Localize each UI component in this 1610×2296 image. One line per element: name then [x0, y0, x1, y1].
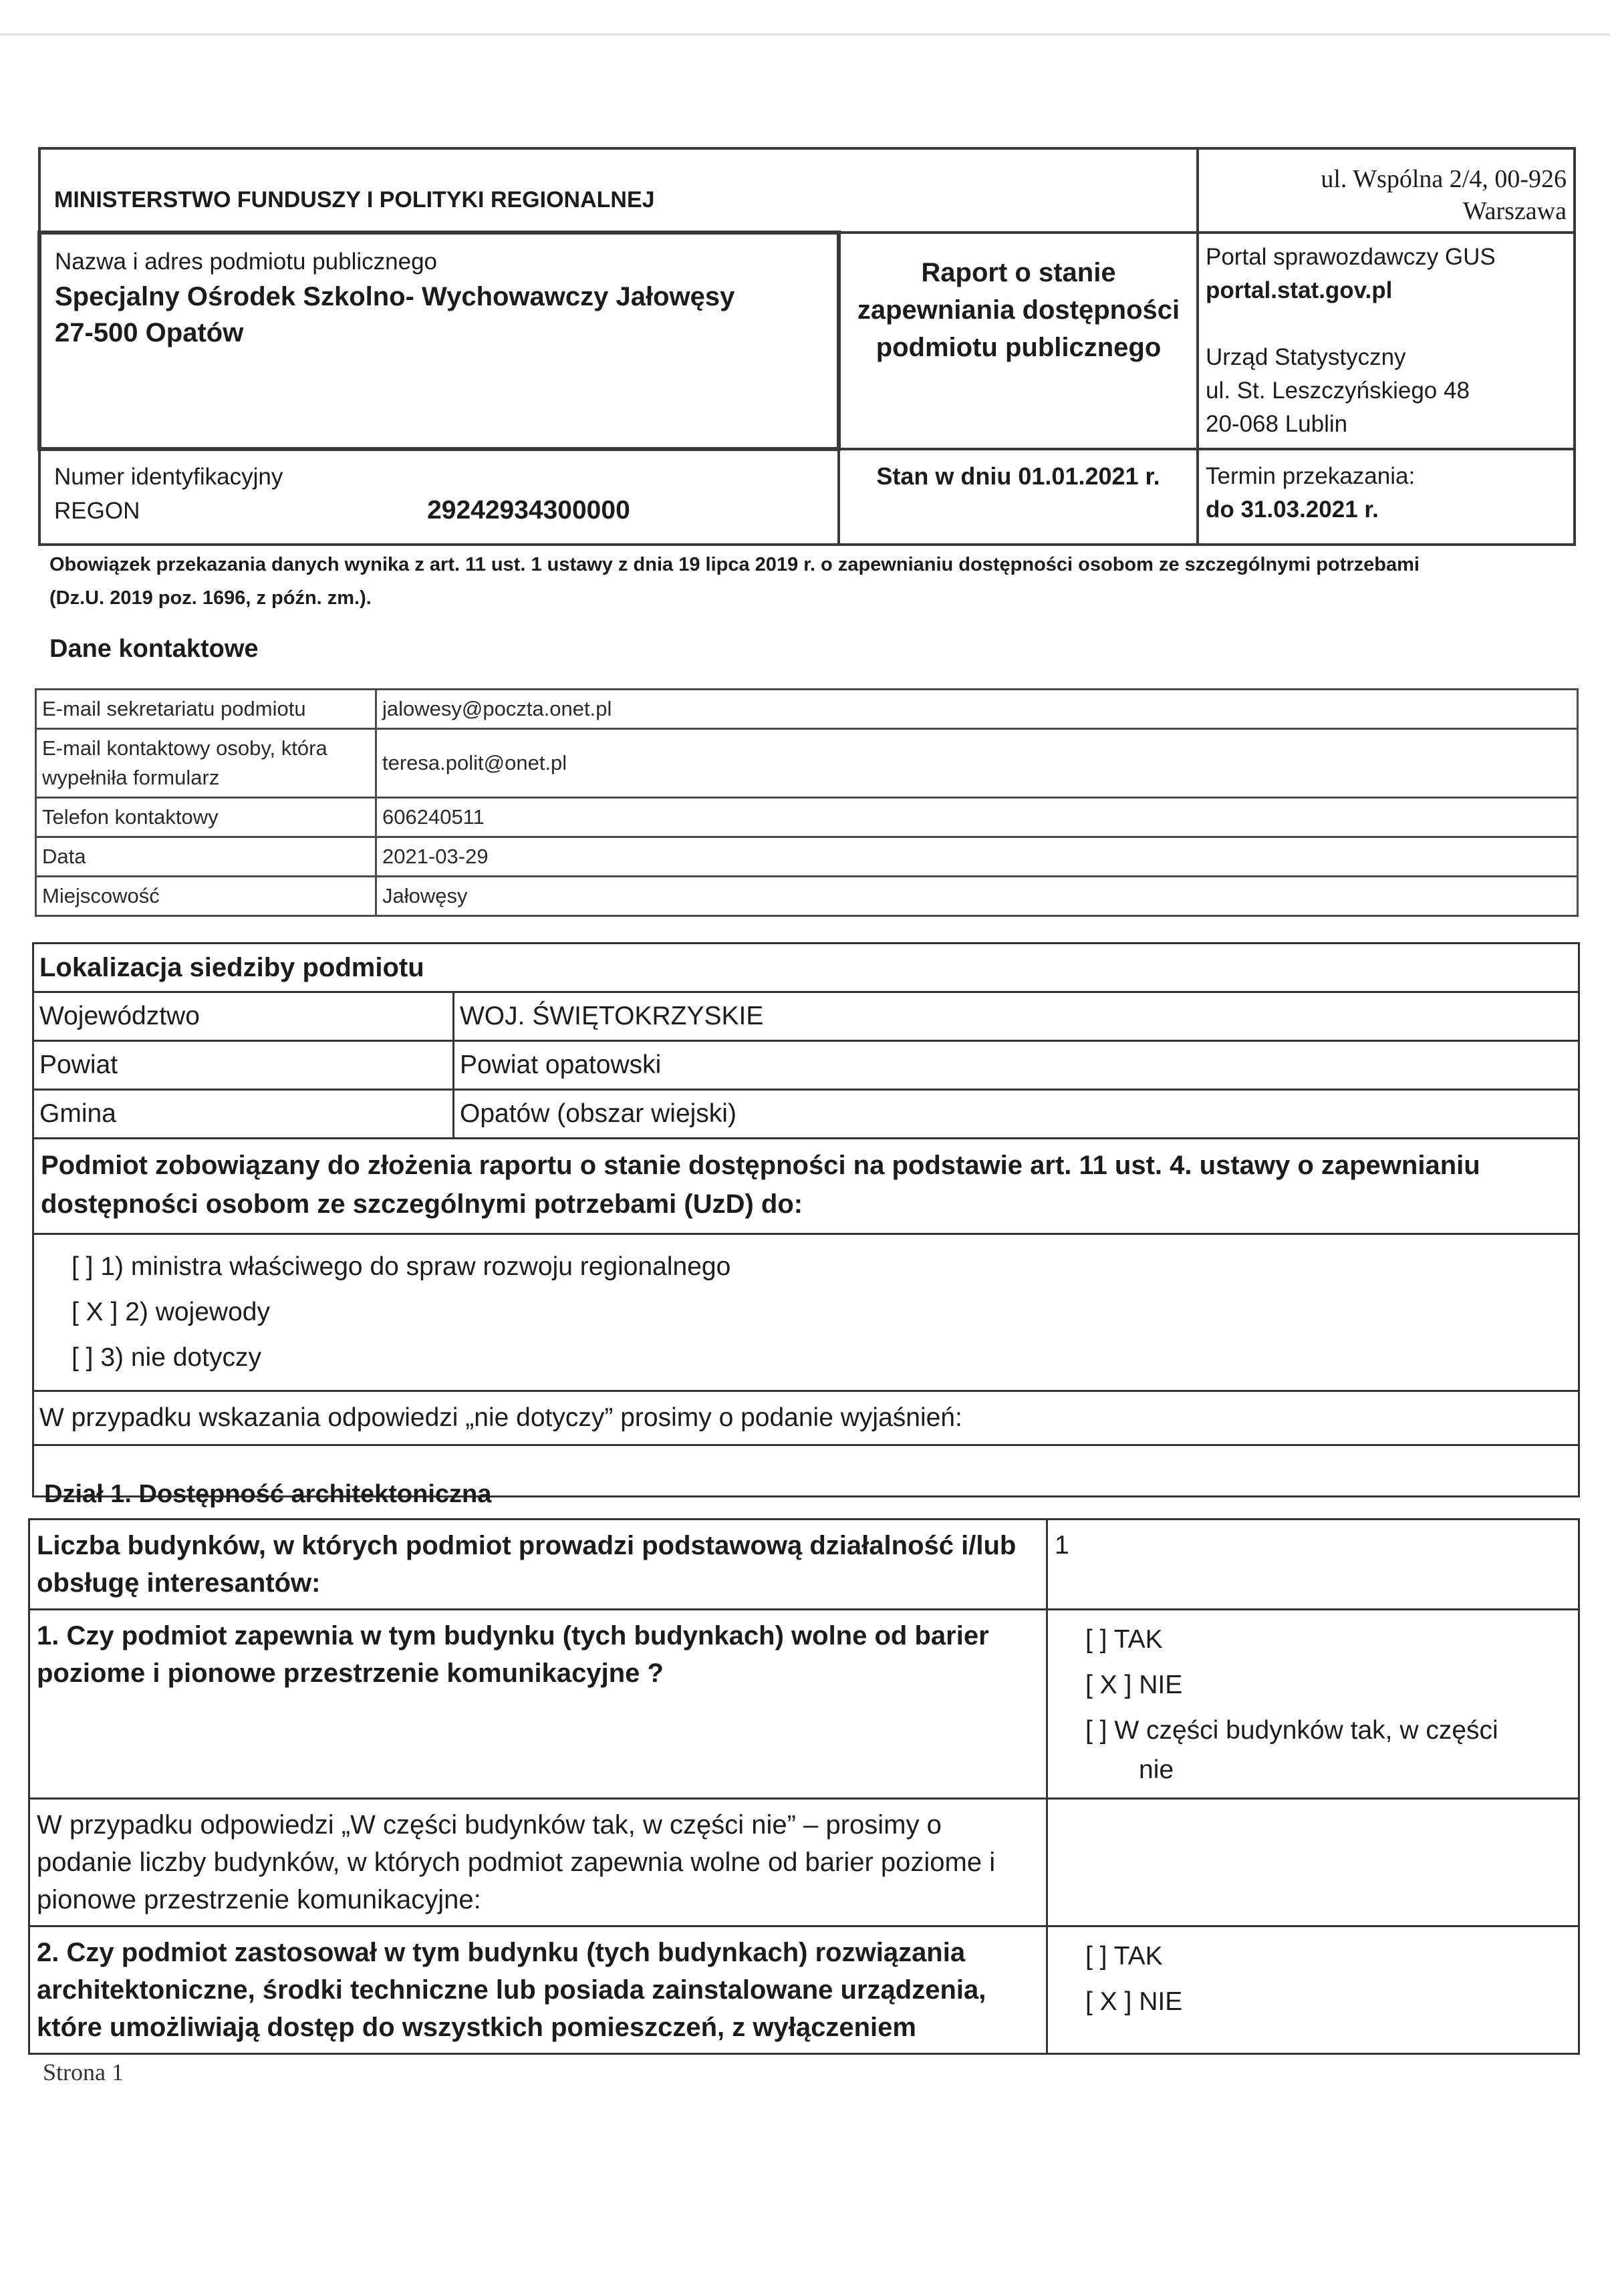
- table-row: [29, 1520, 1579, 1610]
- q1-option-partial[interactable]: [ ] W części budynków tak, w części: [1085, 1716, 1498, 1745]
- question-1b-answer[interactable]: [1047, 1799, 1579, 1926]
- header-table: [37, 147, 1576, 546]
- contact-value: 606240511: [376, 798, 1578, 837]
- question-1b: W przypadku odpowiedzi „W części budynków tak, w części nie” – prosimy o podanie liczby budynków, w których podmiot zapewnia wolne od barier poziome i pionowe przestrzenie komunikacyjne:: [29, 1799, 1047, 1926]
- table-row: [29, 1799, 1579, 1926]
- deadline-value: do 31.03.2021 r.: [1206, 496, 1379, 523]
- table-row: [33, 992, 1579, 1041]
- stan-date: Stan w dniu 01.01.2021 r.: [839, 449, 1198, 545]
- table-row: [36, 837, 1578, 877]
- location-title: Lokalizacja siedziby podmiotu: [33, 944, 1579, 992]
- voivodeship-value: WOJ. ŚWIĘTOKRZYSKIE: [454, 992, 1579, 1041]
- deadline-label: Termin przekazania:: [1206, 463, 1416, 489]
- ministry-address: [1198, 148, 1575, 233]
- portal-label: Portal sprawozdawczy GUS: [1206, 244, 1496, 270]
- report-title-line2: zapewniania dostępności: [857, 295, 1180, 325]
- table-row: [36, 690, 1578, 729]
- explanation-prompt: W przypadku wskazania odpowiedzi „nie dotyczy” prosimy o podanie wyjaśnień:: [33, 1391, 1579, 1445]
- contact-value: teresa.polit@onet.pl: [376, 729, 1578, 798]
- option-voivode[interactable]: [ X ] 2) wojewody: [72, 1298, 270, 1326]
- table-row: [36, 729, 1578, 798]
- regon-label: REGON: [54, 498, 140, 524]
- contact-label: Telefon kontaktowy: [36, 798, 376, 837]
- report-title: [839, 233, 1198, 449]
- question-1: 1. Czy podmiot zapewnia w tym budynku (tych budynkach) wolne od barier poziome i pionowe przestrzenie komunikacyjne ?: [29, 1610, 1047, 1799]
- ministry-address-line1: ul. Wspólna 2/4, 00-926: [1321, 165, 1567, 193]
- contact-value: 2021-03-29: [376, 837, 1578, 877]
- commune-value: Opatów (obszar wiejski): [454, 1090, 1579, 1139]
- q2-option-yes[interactable]: [ ] TAK: [1085, 1942, 1163, 1971]
- table-row: [33, 1041, 1579, 1090]
- table-row: [29, 1926, 1579, 2054]
- section1-title: Dział 1. Dostępność architektoniczna: [44, 1480, 492, 1508]
- office-line2: ul. St. Leszczyńskiego 48: [1206, 378, 1470, 404]
- table-row: [36, 877, 1578, 916]
- legal-basis-line2: (Dz.U. 2019 poz. 1696, z późn. zm.).: [49, 587, 372, 609]
- contact-value: jalowesy@poczta.onet.pl: [376, 690, 1578, 729]
- county-value: Powiat opatowski: [454, 1041, 1579, 1090]
- contact-label: Miejscowość: [36, 877, 376, 916]
- table-row: [33, 1090, 1579, 1139]
- office-line1: Urząd Statystyczny: [1206, 344, 1406, 370]
- regon-value: 29242934300000: [427, 496, 630, 525]
- report-title-line3: podmiotu publicznego: [876, 333, 1162, 362]
- entity-name: Specjalny Ośrodek Szkolno- Wychowawczy Jałowęsy: [55, 282, 735, 311]
- entity-label: Nazwa i adres podmiotu publicznego: [55, 249, 437, 275]
- contact-table: [35, 688, 1579, 917]
- table-row: [36, 798, 1578, 837]
- option-not-applicable[interactable]: [ ] 3) nie dotyczy: [72, 1343, 261, 1372]
- buildings-answer[interactable]: 1: [1047, 1520, 1579, 1610]
- section1-table: [28, 1518, 1580, 2055]
- contact-title: Dane kontaktowe: [49, 635, 259, 663]
- recipient-options: [33, 1234, 1579, 1391]
- id-label: Numer identyfikacyjny: [54, 464, 283, 490]
- q2-option-no[interactable]: [ X ] NIE: [1085, 1987, 1183, 2016]
- commune-label: Gmina: [33, 1090, 454, 1139]
- office-line3: 20-068 Lublin: [1206, 411, 1348, 437]
- contact-label: E-mail kontaktowy osoby, która wypełniła formularz: [36, 729, 376, 798]
- buildings-question: Liczba budynków, w których podmiot prowadzi podstawową działalność i/lub obsługę interesantów:: [29, 1520, 1047, 1610]
- scan-edge: [0, 33, 1610, 35]
- q1-option-yes[interactable]: [ ] TAK: [1085, 1625, 1163, 1654]
- regon-cell: [39, 449, 839, 545]
- entity-city: 27-500 Opatów: [55, 318, 244, 347]
- q1-option-partial-cont: nie: [1139, 1755, 1174, 1784]
- legal-basis: [49, 548, 1580, 615]
- question-1-answers: [1047, 1610, 1579, 1799]
- page-number: Strona 1: [43, 2059, 124, 2086]
- legal-basis-line1: Obowiązek przekazania danych wynika z art. 11 ust. 1 ustawy z dnia 19 lipca 2019 r. o zapewnianiu dostępności osobom ze szczególnymi potrzebami: [49, 554, 1420, 575]
- report-obligation: Podmiot zobowiązany do złożenia raportu o stanie dostępności na podstawie art. 11 ust. 4. ustawy o zapewnianiu dostępności osobom ze szczególnymi potrzebami (UzD) do:: [33, 1139, 1579, 1234]
- portal-info: [1198, 233, 1575, 449]
- q1-option-no[interactable]: [ X ] NIE: [1085, 1671, 1183, 1699]
- question-2-answers: [1047, 1926, 1579, 2054]
- entity-cell: [39, 233, 839, 449]
- option-minister[interactable]: [ ] 1) ministra właściwego do spraw rozwoju regionalnego: [72, 1252, 731, 1281]
- ministry-address-line2: Warszawa: [1462, 197, 1567, 225]
- voivodeship-label: Województwo: [33, 992, 454, 1041]
- contact-label: E-mail sekretariatu podmiotu: [36, 690, 376, 729]
- county-label: Powiat: [33, 1041, 454, 1090]
- question-2: 2. Czy podmiot zastosował w tym budynku (tych budynkach) rozwiązania architektoniczne, środki techniczne lub posiada zainstalowane urządzenia, które umożliwiają dostęp do wszystkich pomieszczeń, z wyłączeniem: [29, 1926, 1047, 2054]
- contact-label: Data: [36, 837, 376, 877]
- ministry-name: MINISTERSTWO FUNDUSZY I POLITYKI REGIONALNEJ: [39, 148, 1198, 233]
- location-table: [32, 942, 1580, 1497]
- table-row: [29, 1610, 1579, 1799]
- report-title-line1: Raport o stanie: [921, 258, 1116, 287]
- contact-value: Jałowęsy: [376, 877, 1578, 916]
- portal-url: portal.stat.gov.pl: [1206, 277, 1393, 303]
- deadline-cell: [1198, 449, 1575, 545]
